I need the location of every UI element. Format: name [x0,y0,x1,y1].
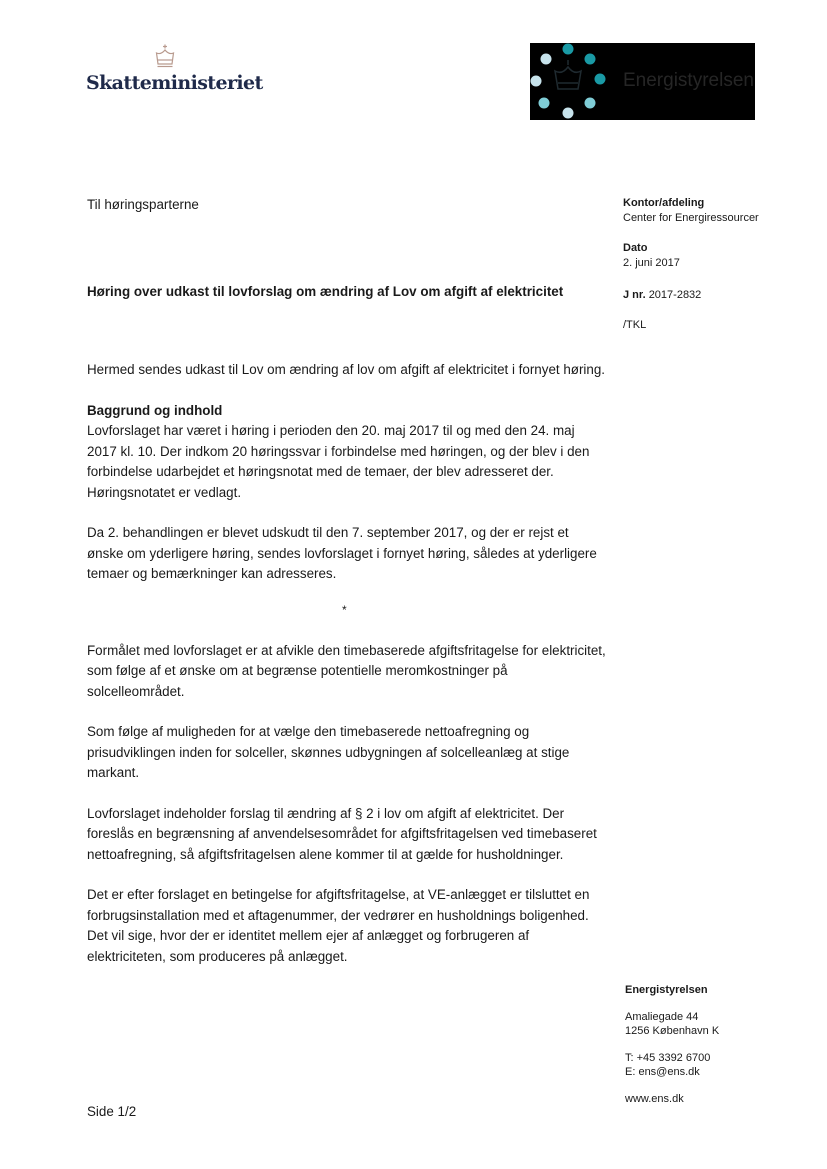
ens-dot [541,54,552,65]
date-value: 2. juni 2017 [623,257,680,269]
sidebar-journal-number [623,288,701,303]
sidebar-date [623,241,680,271]
jnr-value: 2017-2832 [648,289,702,301]
body-paragraph: Lovforslaget indeholder forslag til ændring af § 2 i lov om afgift af elektricitet. Der foreslås en begrænsning af anvendelsesområdet for afgiftsfritagelsen ved timebaseret nettoafregning, så afgiftsfritagelsen alene kommer til at gælde for husholdninger. [87,805,597,862]
contact-org: Energistyrelsen [625,984,708,996]
ens-dot [585,98,596,109]
sidebar-office [623,196,759,226]
letter-subject: Høring over udkast til lovforslag om ændring af Lov om afgift af elektricitet [87,284,564,299]
ens-dot [595,74,606,85]
office-value: Center for Energiressourcer [623,212,759,224]
section-separator: * [342,602,347,617]
skatteministeriet-name: Skatteministeriet [86,72,263,94]
body-paragraph: Det er efter forslaget en betingelse for afgiftsfritagelse, at VE-anlægget er tilsluttet en forbrugsinstallation med et aftagenummer, der vedrører en husholdnings boligenhed. Det vil sige, hvor der er identitet mellem ejer af anlægget og forbrugeren af elektriciteten, som produceres på anlægget. [87,887,590,964]
contact-web: www.ens.dk [625,1093,684,1105]
jnr-label: J nr. [623,289,646,301]
recipient-line: Til høringsparterne [87,197,199,212]
office-label: Kontor/afdeling [623,197,705,209]
energistyrelsen-name: Energistyrelsen [623,70,754,91]
crown-icon [555,60,581,89]
section-heading: Baggrund og indhold [87,402,223,418]
date-label: Dato [623,242,648,254]
ens-dot [563,108,574,119]
contact-block [625,983,719,1106]
ens-dot [563,44,574,55]
crown-icon [155,44,175,68]
ens-dot [531,76,542,87]
page-number: Side 1/2 [87,1104,137,1119]
intro-paragraph: Hermed sendes udkast til Lov om ændring af lov om afgift af elektricitet i fornyet høring. [87,362,606,377]
body-paragraph: Formålet med lovforslaget er at afvikle den timebaserede afgiftsfritagelse for elektricitet, som følge af et ønske om at begrænse potentielle meromkostninger på solcelleområdet. [87,642,606,699]
energistyrelsen-logo [530,43,755,120]
letter-body [87,360,607,987]
ens-dots-emblem [530,43,610,120]
body-paragraph: Som følge af muligheden for at vælge den timebaserede nettoafregning og prisudviklingen inden for solceller, skønnes udbygningen af solcelleanlæg at stige markant. [87,724,570,780]
skatteministeriet-logo [86,44,261,98]
contact-phone: T: +45 3392 6700 [625,1052,711,1064]
ens-dot [585,54,596,65]
body-paragraph: Lovforslaget har været i høring i perioden den 20. maj 2017 til og med den 24. maj 2017 kl. 10. Der indkom 20 høringssvar i forbindelse med høringen, og der blev i den forbindelse udarbejdet et høringsnotat med de temaer, der blev adresseret der. Høringsnotatet er vedlagt. [87,423,590,500]
sidebar-initials: /TKL [623,319,647,331]
contact-street: Amaliegade 44 [625,1011,699,1023]
contact-email: E: ens@ens.dk [625,1066,700,1078]
ens-dot [539,98,550,109]
contact-city: 1256 København K [625,1025,720,1037]
body-paragraph: Da 2. behandlingen er blevet udskudt til den 7. september 2017, og der er rejst et ønske om yderligere høring, sendes lovforslaget i fornyet høring, således at yderligere temaer og bemærkninger kan adresseres. [87,525,597,581]
